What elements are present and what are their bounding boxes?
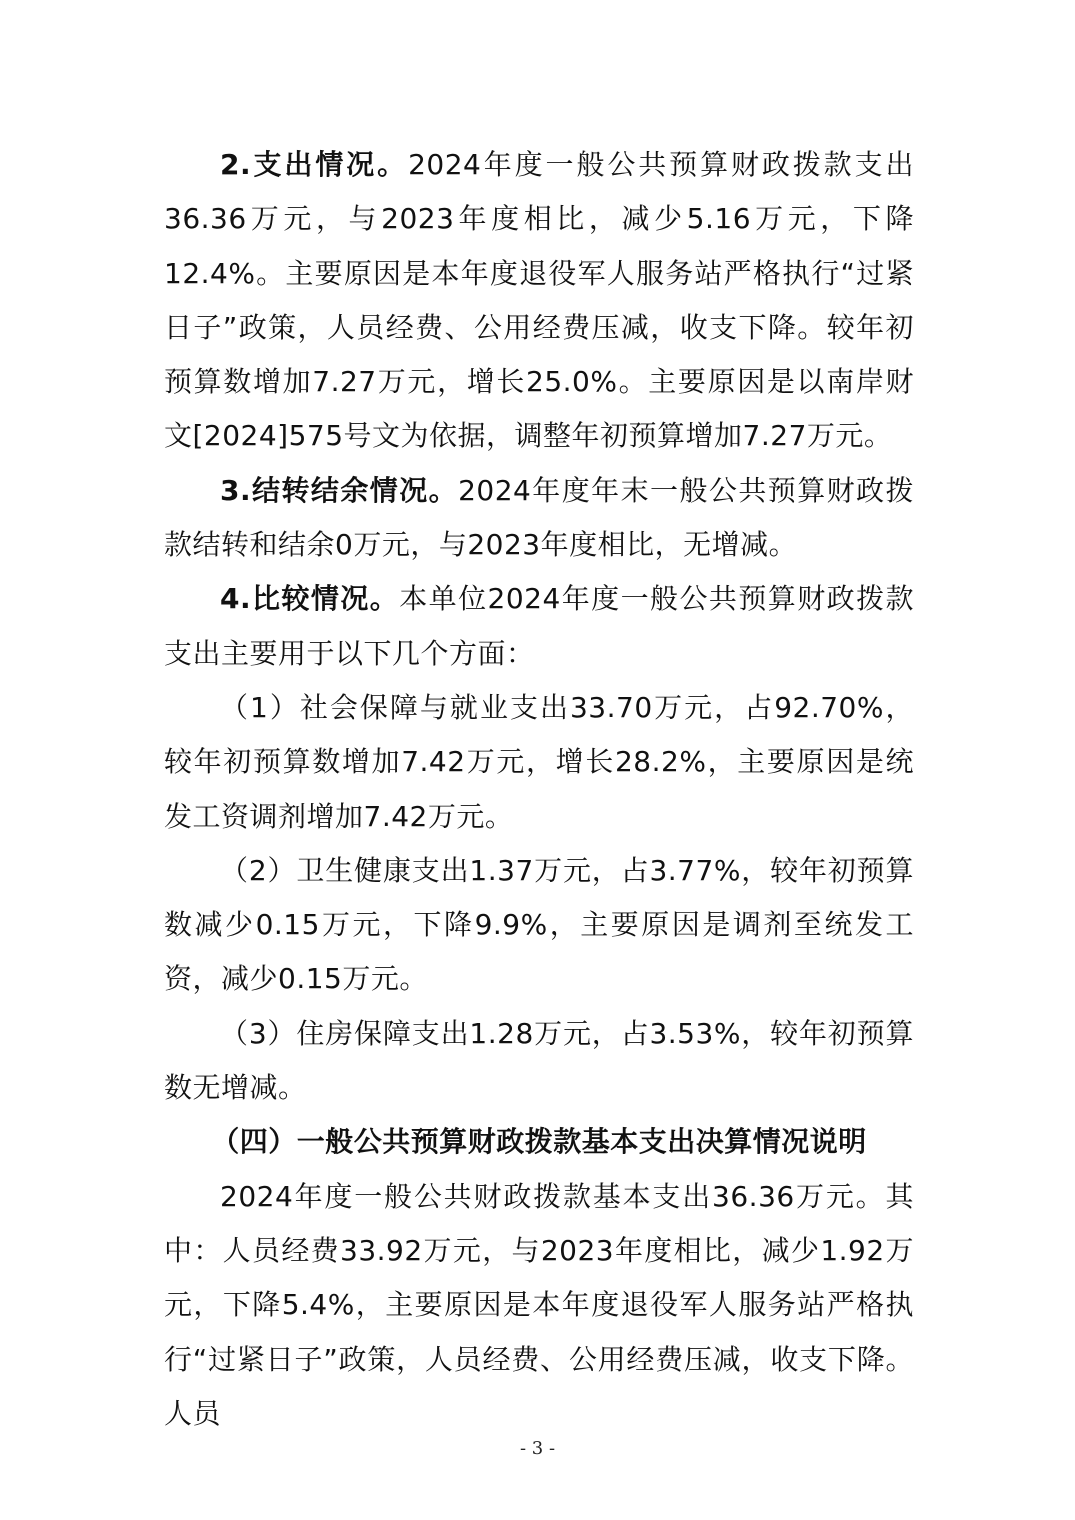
paragraph-item-housing [164, 1007, 914, 1116]
paragraph-text: 本单位2024年度一般公共预算财政拨款支出主要用于以下几个方面： [164, 582, 915, 670]
paragraph-lead: 4.比较情况。 [220, 582, 400, 616]
paragraph-lead: 2.支出情况。 [220, 148, 409, 181]
paragraph-text: 2024年度年末一般公共预算财政拨款结转和结余0万元，与2023年度相比，无增减。 [164, 473, 914, 562]
paragraph-text: （3）住房保障支出1.28万元，占3.53%，较年初预算数无增减。 [164, 1016, 914, 1105]
paragraph-lead: 3.结转结余情况。 [220, 473, 459, 507]
paragraph-text: 2024年度一般公共预算财政拨款支出36.36万元，与2023年度相比，减少5.16万元，下降12.4%。主要原因是本年度退役军人服务站严格执行“过紧日子”政策，人员经费、公用经费压减，收支下降。较年初预算数增加7.27万元，增长25.0%。主要原因是以南岸财文[2024]575号文为依据，调整年初预算增加7.27万元。 [164, 148, 914, 453]
paragraph-basic-expenditure [164, 1170, 914, 1441]
paragraph-item-social-security [164, 681, 914, 844]
section-heading: （四）一般公共预算财政拨款基本支出决算情况说明 [211, 1125, 867, 1159]
paragraph-text: 2024年度一般公共财政拨款基本支出36.36万元。其中：人员经费33.92万元，与2023年度相比，减少1.92万元，下降5.4%，主要原因是本年度退役军人服务站严格执行“过紧日子”政策，人员经费、公用经费压减，收支下降。人员 [164, 1179, 914, 1430]
paragraph-text: （1）社会保障与就业支出33.70万元，占92.70%，较年初预算数增加7.42万元，增长28.2%，主要原因是统发工资调剂增加7.42万元。 [164, 690, 914, 833]
paragraph-item-health [164, 844, 914, 1007]
page-number: - 3 - [519, 1438, 556, 1459]
paragraph-text: （2）卫生健康支出1.37万元，占3.77%，较年初预算数减少0.15万元，下降9.9%，主要原因是调剂至统发工资，减少0.15万元。 [164, 853, 914, 996]
paragraph-comparison [164, 572, 914, 681]
paragraph-expenditure [164, 138, 914, 464]
document-body [164, 138, 914, 1441]
paragraph-carryover [164, 464, 914, 573]
